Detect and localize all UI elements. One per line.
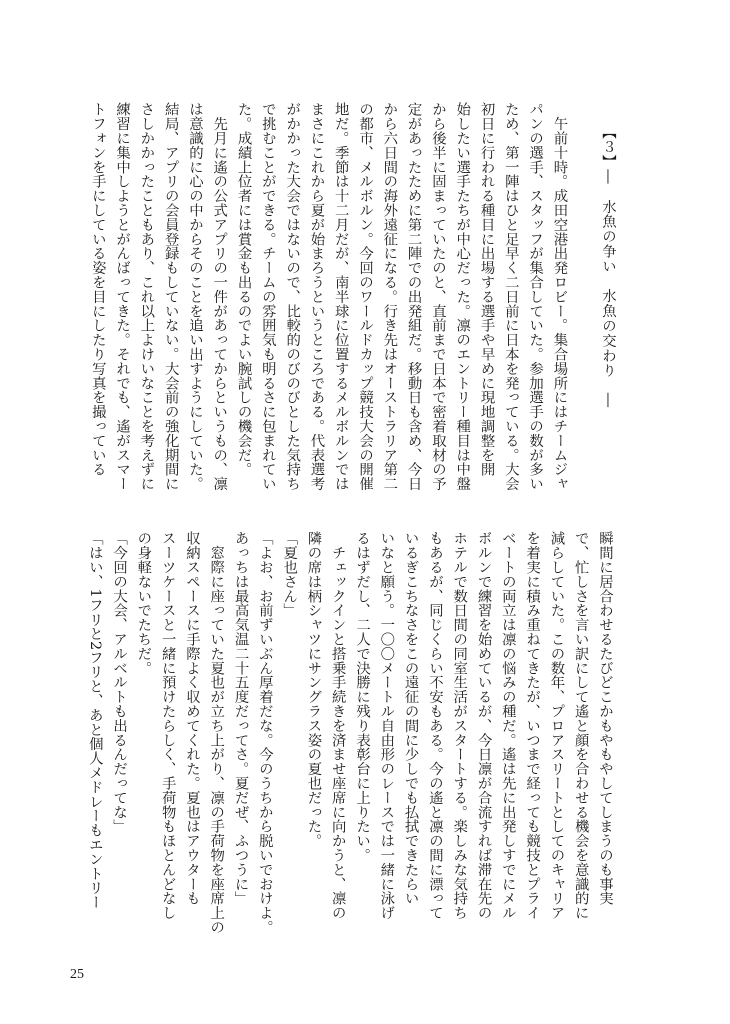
text-line: 「夏也さん」 — [281, 531, 298, 618]
text-line: パンの選手、スタッフが集合していた。参加選手の数が多い — [527, 102, 544, 491]
text-line: から後半に固まっていたのと、直前まで日本で密着取材の予 — [429, 102, 446, 491]
text-line: スーツケースと一緒に預けたらしく、手荷物もほとんどなし — [159, 531, 176, 920]
text-line: ため、第一陣はひと足早く二日前に日本を発っている。大会 — [502, 102, 519, 491]
chapter-title: 【３】― 水魚の争い 水魚の交わり ― — [600, 102, 616, 408]
text-line: 「今回の大会、アルベルトも出るんだってな」 — [111, 531, 128, 834]
bottom-text-block — [82, 531, 617, 935]
text-line: がかかった大会ではないので、比較的のびのびとした気持ち — [284, 102, 301, 491]
text-line: ベートの両立は凛の悩みの種だ。遙は先に出発しすでにメル — [499, 531, 516, 920]
text-line: 減らしていた。この数年、プロアスリートとしてのキャリア — [548, 531, 565, 920]
text-line: 地だ。季節は十二月だが、南半球に位置するメルボルンでは — [332, 102, 349, 491]
text-line: 練習に集中しようとがんばってきた。それでも、遙がスマー — [114, 102, 131, 491]
text-line: 「はい、1フリと2フリと、あと個人メドレーもエントリー — [86, 531, 103, 910]
text-line: は意識的に心の中からそのことを追い出すようにしていた。 — [186, 102, 203, 491]
text-line: まさにこれから夏が始まろうというところである。代表選考 — [308, 102, 325, 491]
text-line: の都市、メルボルン。今回のワールドカップ競技大会の開催 — [357, 102, 374, 491]
text-line: 隣の席は柄シャツにサングラス姿の夏也だった。 — [305, 531, 322, 848]
text-line: 先月に遙の公式アプリの一件があってからというもの、凛 — [211, 102, 228, 491]
top-text-block — [85, 102, 620, 502]
text-line: た。成績上位者には賞金も出るのでよい腕試しの機会だ。 — [235, 102, 252, 477]
text-line: さしかかったこともあり、これ以上よけいなことを考えずに — [138, 102, 155, 491]
text-line: 窓際に座っていた夏也が立ち上がり、凛の手荷物を座席上の — [208, 531, 225, 935]
text-line: 結局、アプリの会員登録もしていない。大会前の強化期間に — [162, 102, 179, 491]
text-line: あっちは最高気温二十五度だってさ。夏だぜ、ふつうに」 — [232, 531, 249, 906]
text-line: の身軽ないでたちだ。 — [135, 531, 152, 675]
text-line: で、忙しさを言い訳にして遙と顔を合わせる機会を意識的に — [572, 531, 589, 920]
text-line: 午前十時。成田空港出発ロビー。集合場所にはチームジャ — [551, 102, 568, 491]
text-line: 瞬間に居合わせるたびどこかもやもやしてしまうのも事実 — [597, 531, 613, 906]
text-line: 「よお、お前ずいぶん厚着だな。今のうちから脱いでおけよ。 — [256, 531, 273, 935]
text-line: 収納スペースに手際よく収めてくれた。夏也はアウターも — [183, 531, 200, 906]
text-line: チェックインと搭乗手続きを済ませ座席に向かうと、凛の — [329, 531, 346, 920]
text-line: 始したい選手たちが中心だった。凛のエントリー種目は中盤 — [454, 102, 471, 491]
text-line: もあるが、同じくらい不安もある。今の遙と凛の間に漂って — [426, 531, 443, 920]
text-line: から六日間の海外遠征になる。行き先はオーストラリア第二 — [381, 102, 398, 491]
text-line: を着実に積み重ねてきたが、いつまで経っても競技とプライ — [524, 531, 541, 920]
text-line: 定があったために第二陣での出発組だ。移動日も含め、今日 — [405, 102, 422, 491]
text-line: で挑むことができる。チームの雰囲気も明るさに包まれてい — [259, 102, 276, 491]
text-line: いるぎこちなさをこの遠征の間に少しでも払拭できたらい — [402, 531, 419, 906]
text-line — [571, 102, 595, 502]
text-line: ホテルで数日間の同室生活がスタートする。楽しみな気持ち — [451, 531, 468, 920]
text-line: るはずだし、二人で決勝に残り表彰台に上りたい。 — [354, 531, 371, 863]
text-line: トフォンを手にしている姿を目にしたり写真を撮っている — [89, 102, 106, 477]
page-number: 25 — [70, 967, 84, 982]
text-line: 初日に行われる種目に出場する選手や早めに現地調整を開 — [478, 102, 495, 477]
text-line: いなと願う。一〇〇メートル自由形のレースでは一緒に泳げ — [378, 531, 395, 920]
text-line: ボルンで練習を始めているが、今日凛が合流すれば滞在先の — [475, 531, 492, 920]
